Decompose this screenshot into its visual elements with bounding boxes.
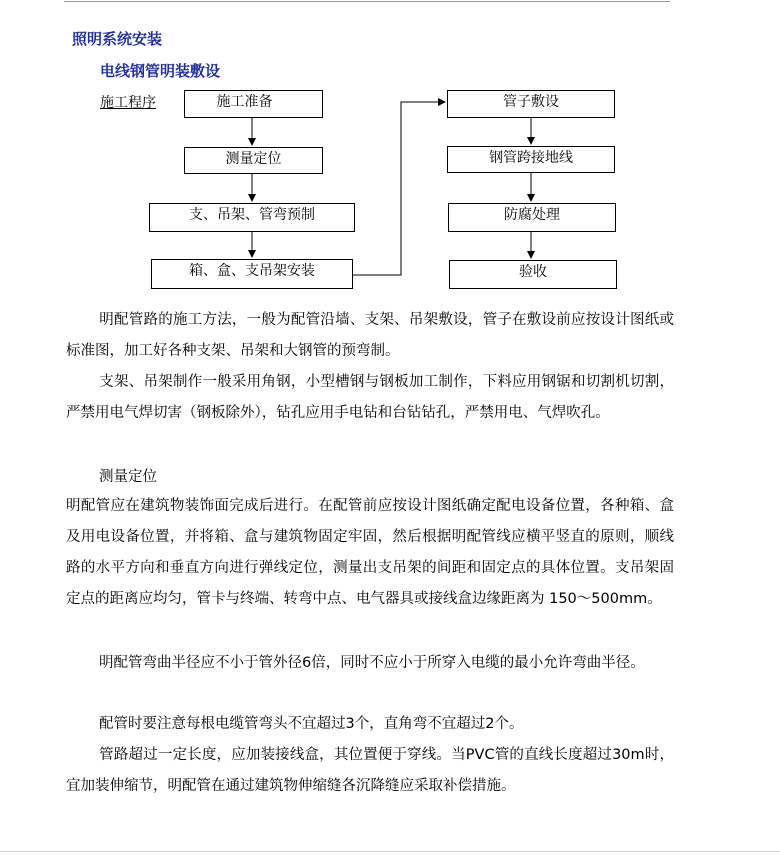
- paragraph-junction-box: 管路超过一定长度，应加装接线盒，其位置便于穿线。当PVC管的直线长度超过30m时，宜加装伸缩节，明配管在通过建筑物伸缩缝各沉降缝应采取补偿措施。: [66, 747, 674, 794]
- top-rule: [64, 1, 670, 2]
- flow-step-pipe-laying: 管子敷设: [447, 90, 615, 118]
- paragraph-support-fabrication: 支架、吊架制作一般采用角钢，小型槽钢与钢板加工制作，下料应用钢锯和切割机切割，严禁用电气焊切害（钢板除外），钻孔应用手电钻和台钻钻孔，严禁用电、气焊吹孔。: [66, 374, 674, 421]
- subheading-measurement: 测量定位: [99, 469, 157, 485]
- arrow-install-to-laying: [353, 102, 445, 275]
- flow-step-prepare: 施工准备: [184, 90, 323, 118]
- paragraph-bend-radius: 明配管弯曲半径应不小于管外径6倍，同时不应小于所穿入电缆的最小允许弯曲半径。: [99, 655, 645, 671]
- section-heading: 照明系统安装: [72, 30, 163, 48]
- paragraph-elbow-limit: 配管时要注意每根电缆管弯头不宜超过3个，直角弯不宜超过2个。: [99, 716, 524, 732]
- flow-step-grounding: 钢管跨接地线: [447, 146, 615, 173]
- flow-step-acceptance: 验收: [449, 260, 617, 289]
- paragraph-measurement-detail: 明配管应在建筑物装饰面完成后进行。在配管前应按设计图纸确定配电设备位置，各种箱、盒及用电设备位置，并将箱、盒与建筑物固定牢固，然后根据明配管线应横平竖直的原则，顺线路的水平方向和垂直方向进行弹线定位，测量出支吊架的间距和固定点的具体位置。支吊架固定点的距离应均匀，管卡与终端、转弯中点、电气器具或接线盒边缘距离为 150～500mm。: [66, 498, 674, 607]
- procedure-label: 施工程序: [100, 95, 156, 111]
- flow-step-prefab: 支、吊架、管弯预制: [149, 203, 355, 232]
- flow-step-measure: 测量定位: [184, 147, 323, 174]
- flow-step-install: 箱、盒、支吊架安装: [151, 259, 353, 289]
- paragraph-construction-method: 明配管路的施工方法，一般为配管沿墙、支架、吊架敷设，管子在敷设前应按设计图纸或标准图，加工好各种支架、吊架和大钢管的预弯制。: [66, 312, 674, 359]
- bottom-rule: [0, 851, 780, 852]
- subsection-heading: 电线钢管明装敷设: [100, 62, 221, 80]
- flow-step-anticorrosion: 防腐处理: [448, 203, 616, 232]
